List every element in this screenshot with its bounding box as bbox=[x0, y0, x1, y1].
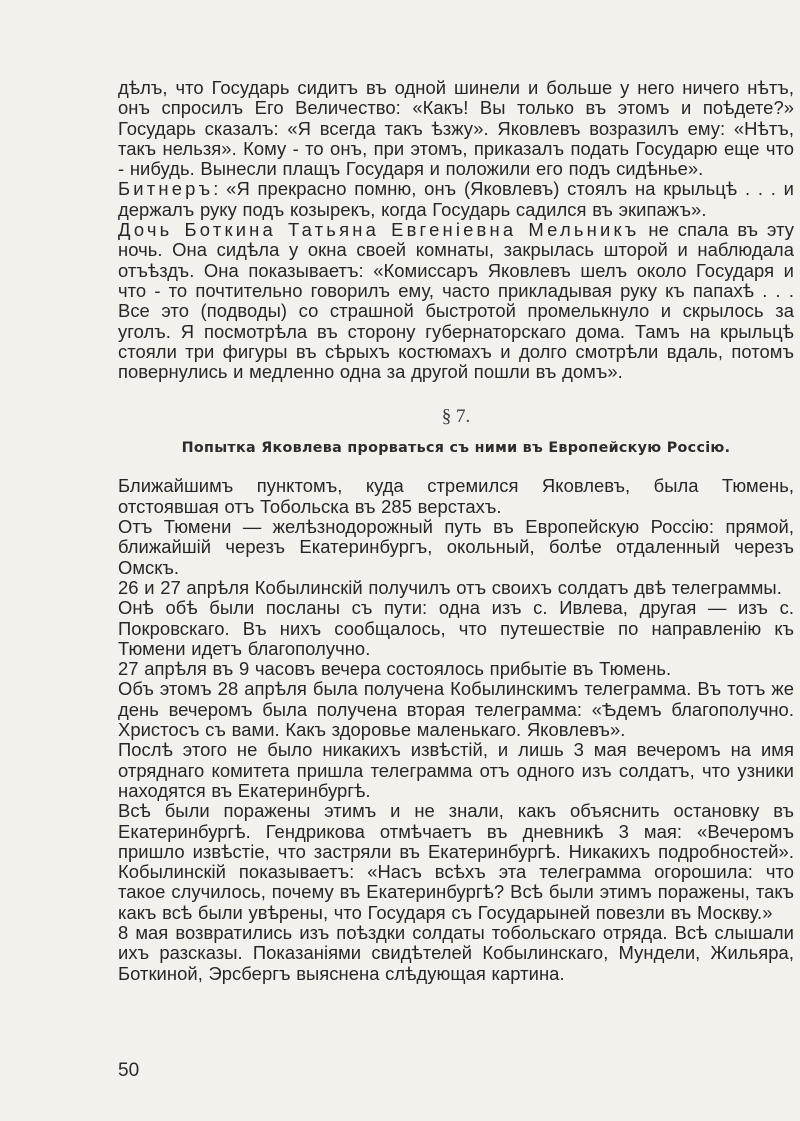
paragraph-7: Онѣ обѣ были посланы съ пути: одна изъ с. Ивлева, другая — изъ с. Покровскаго. Въ нихъ сообщалось, что путешествіе по направленію къ Тюмени идетъ благополучно. bbox=[118, 597, 794, 659]
speaker-name: Битнеръ bbox=[118, 178, 214, 200]
paragraph-6: 26 и 27 апрѣля Кобылинскій получилъ отъ своихъ солдатъ двѣ телеграммы. bbox=[118, 576, 782, 598]
paragraph-1: дѣлъ, что Государь сидитъ въ одной шинели и больше у него ничего нѣтъ, онъ спросилъ Его Величество: «Какъ! Вы только въ этомъ и поѣдете?» Государь сказалъ: «Я всегда такъ ѣзжу». Яковлевъ возразилъ ему: «Нѣтъ, такъ нельзя». Кому - то онъ, при этомъ, приказалъ подать Государю еще что - нибудь. Вынесли плащъ Государя и положили его подъ сидѣнье». bbox=[118, 77, 794, 180]
paragraph-2 bbox=[118, 179, 794, 220]
paragraph-12: 8 мая возвратились изъ поѣздки солдаты тобольскаго отряда. Всѣ слышали ихъ разсказы. Показаніями свидѣтелей Кобылинскаго, Мундели, Жильяра, Боткиной, Эрсбергъ выяснена слѣдующая картина. bbox=[118, 921, 794, 984]
page-number: 50 bbox=[118, 1060, 140, 1081]
paragraph-8: 27 апрѣля въ 9 часовъ вечера состоялось прибытіе въ Тюмень. bbox=[118, 658, 672, 680]
page-body bbox=[118, 78, 794, 984]
paragraph-10: Послѣ этого не было никакихъ извѣстій, и лишь 3 мая вечеромъ на имя отряднаго комитета пришла телеграмма отъ одного изъ солдатъ, что узники находятся въ Екатеринбургѣ. bbox=[118, 739, 794, 801]
paragraph-2-text: : «Я прекрасно помню, онъ (Яковлевъ) стоялъ на крыльцѣ . . . и держалъ руку подъ козырекъ, когда Государь садился въ экипажъ». bbox=[118, 178, 794, 220]
section-mark: § 7. bbox=[441, 406, 471, 428]
paragraph-11: Всѣ были поражены этимъ и не знали, какъ объяснить остановку въ Екатеринбургѣ. Гендрикова отмѣчаетъ въ дневникѣ 3 мая: «Вечеромъ пришло извѣстіе, что застряли въ Екатеринбургѣ. Никакихъ подробностей». Кобылинскій показываетъ: «Насъ всѣхъ эта телеграмма огорошила: что такое случилось, почему въ Екатеринбургѣ? Всѣ были этимъ поражены, такъ какъ всѣ были увѣрены, что Государя съ Государыней повезли въ Москву.» bbox=[118, 800, 794, 923]
speaker-name: Дочь Боткина Татьяна Евгеніевна Мельникъ bbox=[118, 219, 640, 241]
paragraph-5: Отъ Тюмени — желѣзнодорожный путь въ Европейскую Россію: прямой, ближайшій черезъ Екатеринбургъ, окольный, болѣе отдаленный черезъ Омскъ. bbox=[118, 516, 794, 578]
paragraph-3-text: не спала въ эту ночь. Она сидѣла у окна своей комнаты, закрылась шторой и наблюдала отъѣздъ. Она показываетъ: «Комиссаръ Яковлевъ шелъ около Государя и что - то почтительно говорилъ ему, часто прикладывая руку къ папахѣ . . . Все это (подводы) со страшной быстротой промелькнуло и скрылось за уголъ. Я посмотрѣла въ сторону губернаторскаго дома. Тамъ на крыльцѣ стояли три фигуры въ сѣрыхъ костюмахъ и долго смотрѣли вдаль, потомъ повернулись и медленно одна за другой пошли въ домъ». bbox=[118, 219, 794, 383]
paragraph-4: Ближайшимъ пунктомъ, куда стремился Яковлевъ, была Тюмень, отстоявшая отъ Тобольска въ 285 верстахъ. bbox=[118, 475, 794, 517]
paragraph-9: Объ этомъ 28 апрѣля была получена Кобылинскимъ телеграмма. Въ тотъ же день вечеромъ была получена вторая телеграмма: «Ѣдемъ благополучно. Христосъ съ вами. Какъ здоровье маленькаго. Яковлевъ». bbox=[118, 678, 794, 741]
section-title: Попытка Яковлева прорваться съ ними въ Европейскую Россію. bbox=[181, 440, 731, 457]
paragraph-3 bbox=[118, 220, 794, 382]
